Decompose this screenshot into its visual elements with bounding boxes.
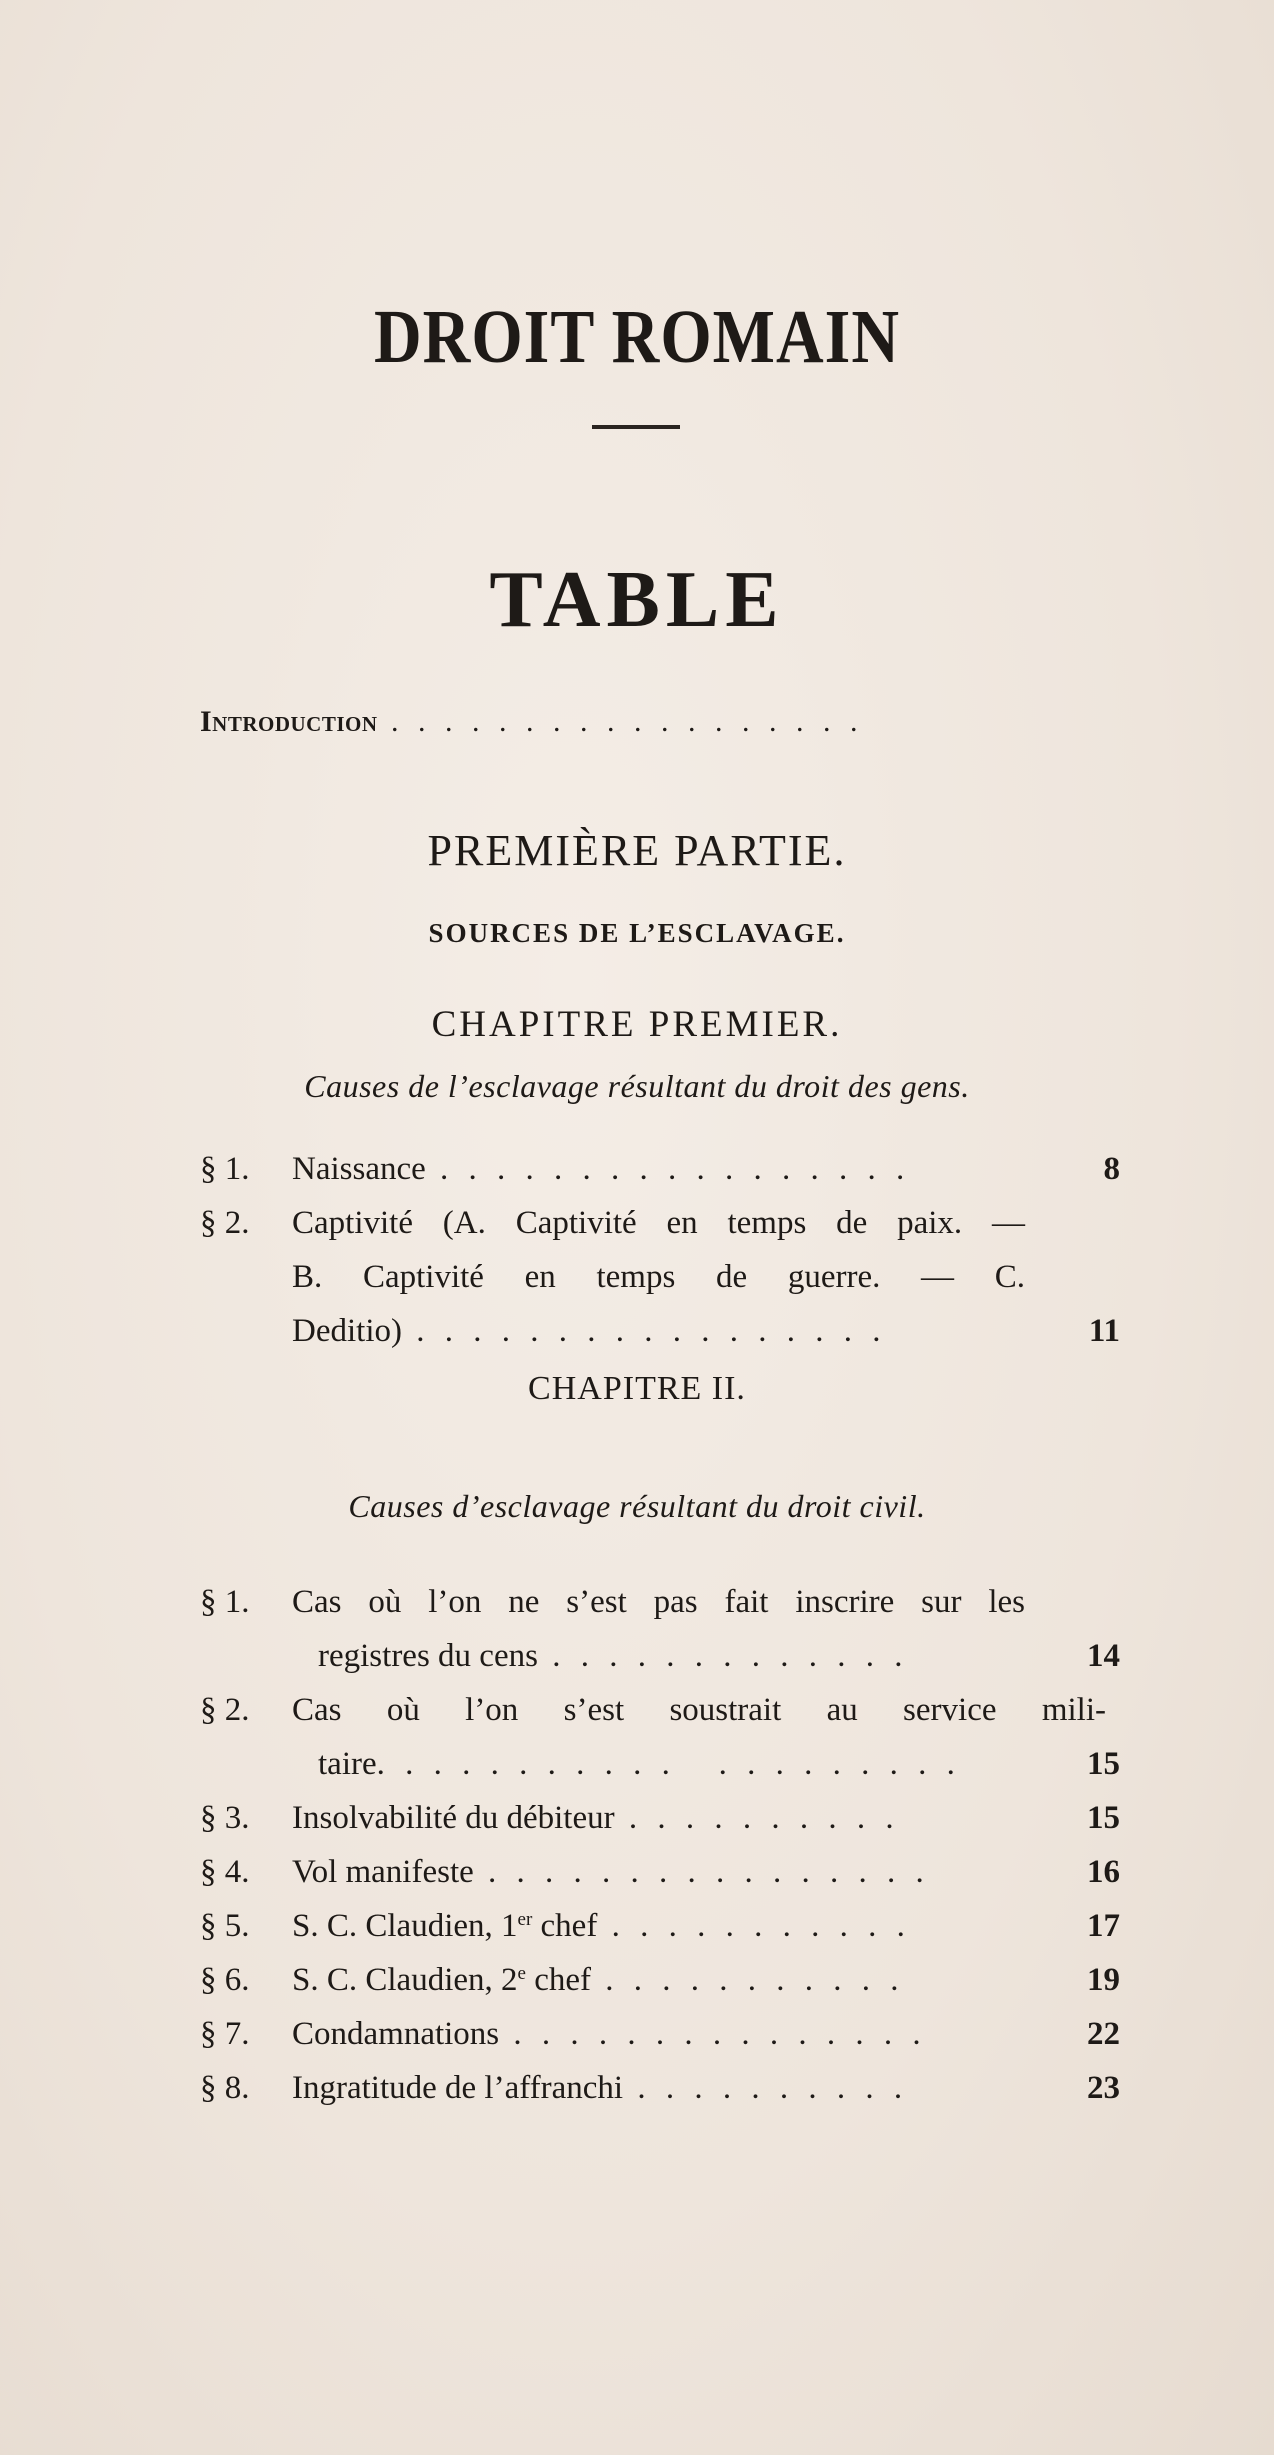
page-number: 19 xyxy=(1087,1962,1120,1998)
introduction-entry xyxy=(200,705,864,739)
page-number: 23 xyxy=(1087,2070,1120,2106)
entry-dots: . . . . . . . . . . . . . . . . . . . . xyxy=(376,1746,961,1782)
entry-dots: . . . . . . . . . . . . . . . . . xyxy=(401,1313,887,1349)
entry-continuation-line: Cas où l’on ne s’est pas fait inscrire sur les xyxy=(292,1584,1025,1620)
entry-line xyxy=(292,1899,911,1953)
entry-dots: . . . . . . . . . . . . . xyxy=(537,1638,909,1674)
page-number: 11 xyxy=(1088,1313,1120,1349)
section-number: § 1. xyxy=(200,1584,250,1620)
section-number: § 8. xyxy=(200,2070,250,2106)
entry-line xyxy=(292,1953,905,2007)
entry-line xyxy=(292,1304,886,1358)
entry-line xyxy=(292,2061,908,2115)
page-number: 17 xyxy=(1087,1908,1120,1944)
entry-continuation-line: B. Captivité en temps de guerre. — C. xyxy=(292,1259,1025,1295)
chapter-1-subtitle: Causes de l’esclavage résultant du droit des gens. xyxy=(304,1068,970,1104)
entry-dots: . . . . . . . . . . . xyxy=(597,1908,911,1944)
entry-continuation-line: Captivité (A. Captivité en temps de paix. — xyxy=(292,1205,1025,1241)
entry-line xyxy=(292,2007,927,2061)
entry-dots: . . . . . . . . . . xyxy=(614,1800,900,1836)
page-number: 15 xyxy=(1087,1800,1120,1836)
toc-entry xyxy=(200,2007,1120,2061)
entry-text: Vol manifeste xyxy=(292,1854,474,1890)
page-number: 8 xyxy=(1103,1151,1120,1187)
chapter-2-title: CHAPITRE II. xyxy=(528,1370,746,1407)
superscript: e xyxy=(517,1963,526,1984)
entry-dots: . . . . . . . . . . . . . . . . . xyxy=(425,1151,911,1187)
entry-dots: . . . . . . . . . . . . . . . . xyxy=(473,1854,930,1890)
entry-line xyxy=(292,1142,910,1196)
entry-text: Insolvabilité du débiteur xyxy=(292,1800,615,1836)
entry-text: taire xyxy=(318,1746,377,1782)
toc-entry xyxy=(200,1899,1120,1953)
entry-dots: . . . . . . . . . . xyxy=(623,2070,909,2106)
part-title: PREMIÈRE PARTIE. xyxy=(427,826,847,875)
page-number: 15 xyxy=(1087,1746,1120,1782)
entry-line xyxy=(292,1791,900,1845)
entry-dots: . . . . . . . . . . . xyxy=(591,1962,905,1998)
page-number: 22 xyxy=(1087,2016,1120,2052)
section-number: § 4. xyxy=(200,1854,250,1890)
section-number: § 2. xyxy=(200,1205,250,1241)
part-subtitle: SOURCES DE L’ESCLAVAGE. xyxy=(428,918,846,948)
entry-text: Deditio) xyxy=(292,1313,402,1349)
entry-text-after: chef xyxy=(525,1962,591,1998)
entry-text: Naissance xyxy=(292,1151,426,1187)
toc-entry-last-line xyxy=(200,1737,1120,1791)
toc-entry-last-line xyxy=(200,1304,1120,1358)
toc-entry xyxy=(200,1791,1120,1845)
entry-continuation-line: Cas où l’on s’est soustrait au service mili- xyxy=(292,1692,1106,1728)
toc-entry xyxy=(200,1845,1120,1899)
entry-line xyxy=(318,1737,961,1791)
section-number: § 1. xyxy=(200,1151,250,1187)
entry-text: S. C. Claudien, 1 xyxy=(292,1908,518,1944)
introduction-label: Introduction xyxy=(200,705,378,738)
section-number: § 2. xyxy=(200,1692,250,1728)
entry-text: S. C. Claudien, 2 xyxy=(292,1962,518,1998)
section-number: § 6. xyxy=(200,1962,250,1998)
table-title: TABLE xyxy=(489,556,785,644)
superscript: er xyxy=(517,1909,533,1930)
main-title: DROIT ROMAIN xyxy=(374,295,900,380)
entry-text: registres du cens xyxy=(318,1638,538,1674)
toc-entry xyxy=(200,1142,1120,1196)
entry-text: Ingratitude de l’affranchi xyxy=(292,2070,624,2106)
entry-text: Condamnations xyxy=(292,2016,500,2052)
chapter-2-subtitle: Causes d’esclavage résultant du droit civil. xyxy=(348,1488,926,1524)
entry-line xyxy=(318,1629,908,1683)
page-number: 14 xyxy=(1087,1638,1120,1674)
section-number: § 7. xyxy=(200,2016,250,2052)
page-number: 16 xyxy=(1087,1854,1120,1890)
entry-text-after: chef xyxy=(532,1908,598,1944)
toc-entry xyxy=(200,2061,1120,2115)
section-number: § 3. xyxy=(200,1800,250,1836)
toc-entry xyxy=(200,1953,1120,2007)
title-rule xyxy=(592,425,680,429)
toc-entry-last-line xyxy=(200,1629,1120,1683)
introduction-dots: . . . . . . . . . . . . . . . . . . xyxy=(377,705,864,738)
entry-dots: . . . . . . . . . . . . . . . xyxy=(499,2016,927,2052)
chapter-1-title: CHAPITRE PREMIER. xyxy=(431,1004,843,1045)
section-number: § 5. xyxy=(200,1908,250,1944)
entry-line xyxy=(292,1845,930,1899)
